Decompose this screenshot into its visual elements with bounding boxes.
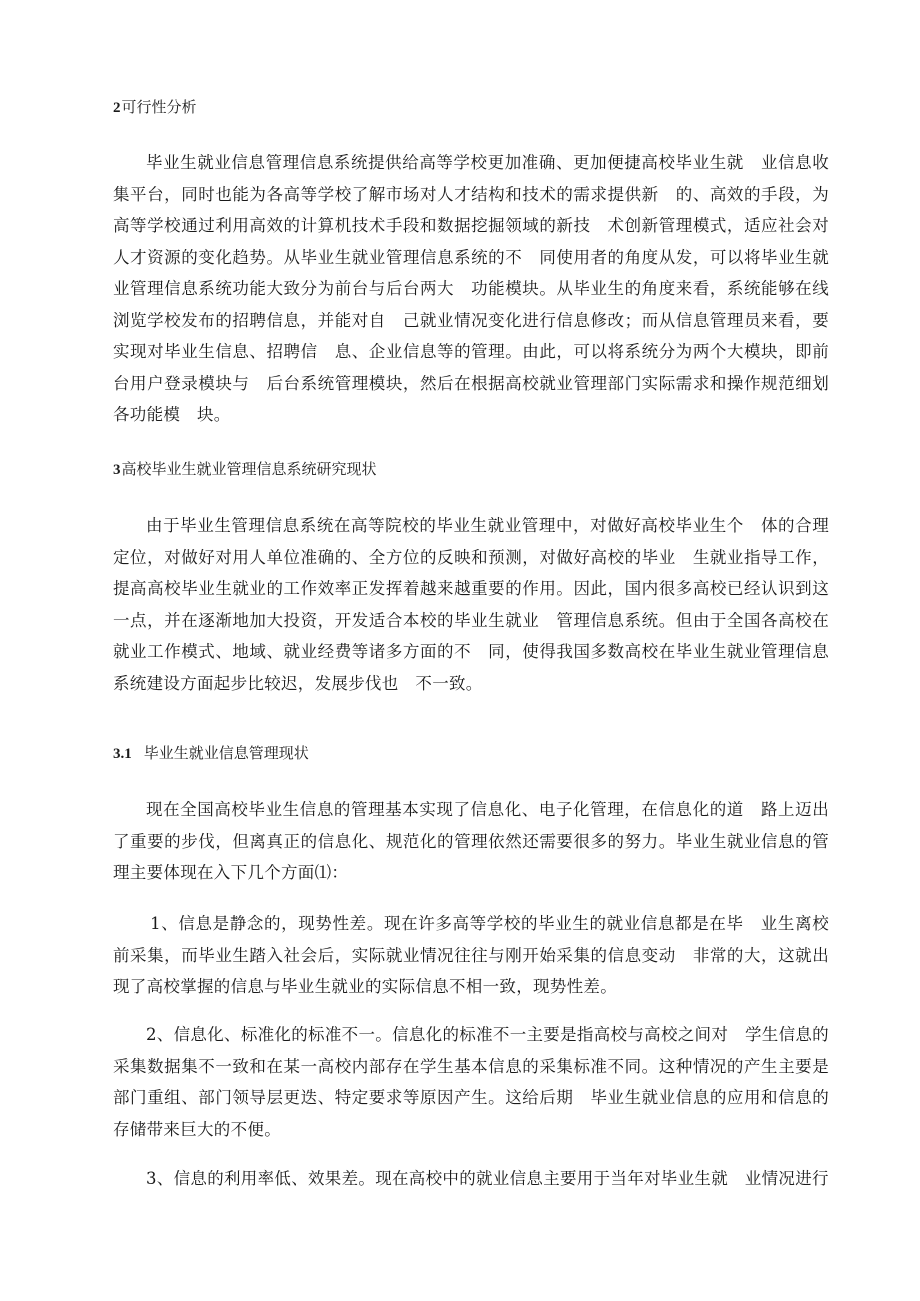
list-item-utilization: 3、信息的利用率低、效果差。现在高校中的就业信息主要用于当年对毕业生就 业情况进行: [146, 1169, 829, 1188]
list-item-standards: 2、信息化、标准化的标准不一。信息化的标准不一主要是指高校与高校之间对 学生信息的采集数据集不一致和在某一高校内部存在学生基本信息的采集标准不同。这种情况的产生主要是部门重组、部门领导层更迭、特定要求等原因产生。这给后期 毕业生就业信息的应用和信息的存储带来巨大的不便。: [113, 1025, 829, 1139]
section-number: 2: [113, 100, 121, 116]
paragraph-info-management: 现在全国高校毕业生信息的管理基本实现了信息化、电子化管理，在信息化的道 路上迈出了重要的步伐，但离真正的信息化、规范化的管理依然还需要很多的努力。毕业生就业信息的管理主要体现在入下几个方面⑴：: [113, 800, 829, 882]
section-heading-info-management: [113, 742, 309, 765]
section-number: 3: [113, 462, 121, 478]
list-item-static-info: 1、信息是静念的，现势性差。现在许多高等学校的毕业生的就业信息都是在毕 业生离校前采集，而毕业生踏入社会后，实际就业情况往往与刚开始采集的信息变动 非常的大，这就出现了高校掌握的信息与毕业生就业的实际信息不相一致，现势性差。: [113, 914, 829, 996]
section-number: 3.1: [113, 746, 132, 762]
paragraph-research-status: 由于毕业生管理信息系统在高等院校的毕业生就业管理中，对做好高校毕业生个 体的合理定位，对做好对用人单位准确的、全方位的反映和预测，对做好高校的毕业 生就业指导工作，提高高校毕业生就业的工作效率正发挥着越来越重要的作用。因此，国内很多高校已经认识到这一点，并在逐渐地加大投资，开发适合本校的毕业生就业 管理信息系统。但由于全国各高校在就业工作模式、地域、就业经费等诸多方面的不 同，使得我国多数高校在毕业生就业管理信息系统建设方面起步比较迟，发展步伐也 不一致。: [113, 516, 829, 693]
section-heading-research-status: [113, 458, 377, 481]
section-title: 可行性分析: [121, 98, 197, 116]
paragraph-feasibility: 毕业生就业信息管理信息系统提供给高等学校更加准确、更加便捷高校毕业生就 业信息收集平台，同时也能为各高等学校了解市场对人才结构和技术的需求提供新 的、高效的手段，为高等学校通过利用高效的计算机技术手段和数据挖掘领域的新技 术创新管理模式，适应社会对人才资源的变化趋势。从毕业生就业管理信息系统的不 同使用者的角度从发，可以将毕业生就业管理信息系统功能大致分为前台与后台两大 功能模块。从毕业生的角度来看，系统能够在线浏览学校发布的招聘信息，并能对自 己就业情况变化进行信息修改；而从信息管理员来看，要实现对毕业生信息、招聘信 息、企业信息等的管理。由此，可以将系统分为两个大模块，即前台用户登录模块与 后台系统管理模块，然后在根据高校就业管理部门实际需求和操作规范细划各功能模 块。: [113, 153, 829, 424]
section-heading-feasibility: [113, 96, 197, 119]
section-title: 毕业生就业信息管理现状: [143, 744, 309, 762]
section-title: 高校毕业生就业管理信息系统研究现状: [121, 460, 377, 478]
